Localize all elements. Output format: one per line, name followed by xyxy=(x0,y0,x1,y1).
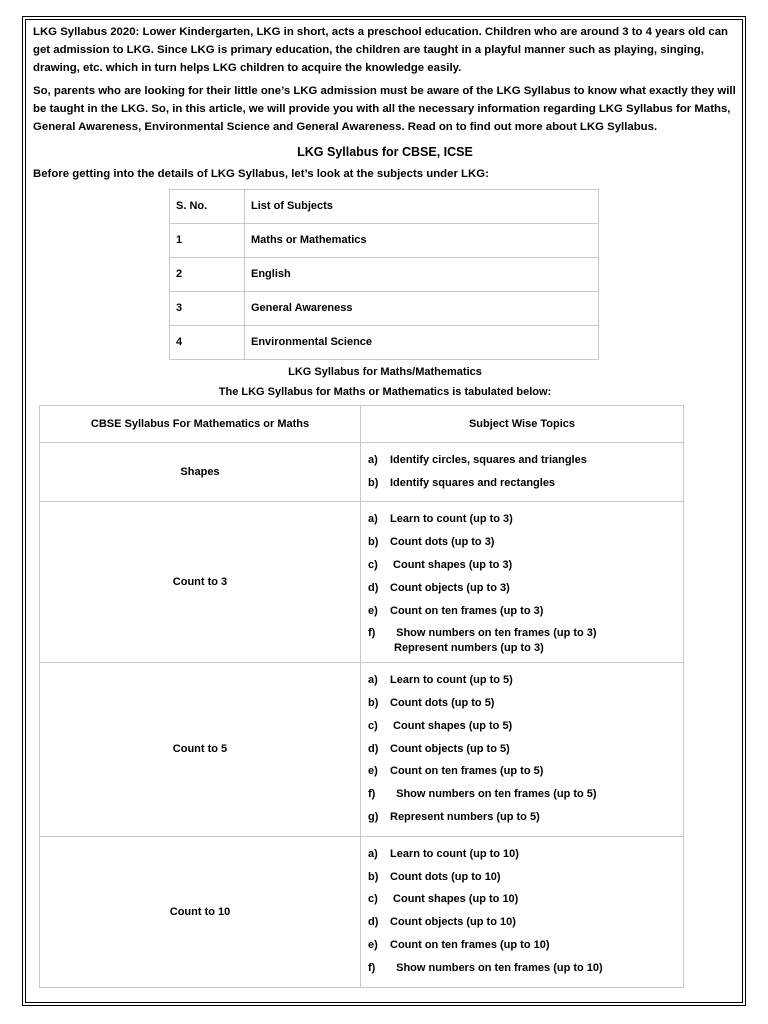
list-marker: b) xyxy=(368,870,379,883)
subjects-lead-text: Before getting into the details of LKG Syllabus, let’s look at the subjects under LKG: xyxy=(33,167,489,180)
table-cell-subject: English xyxy=(245,257,599,291)
table-cell-sno: 2 xyxy=(170,257,245,291)
list-item xyxy=(368,472,682,495)
maths-syllabus-table xyxy=(39,405,684,988)
list-marker: b) xyxy=(368,696,379,709)
list-marker: e) xyxy=(368,604,378,617)
list-item xyxy=(368,783,682,806)
list-item-text: Learn to count (up to 5) xyxy=(390,674,513,687)
topic-list xyxy=(362,838,682,986)
list-item-text: Identify squares and rectangles xyxy=(390,476,556,489)
intro-paragraph-1: LKG Syllabus 2020: Lower Kindergarten, LKG in short, acts a preschool education. Children who are around 3 to 4 years old can get admission to LKG. Since LKG is primary education, the children are taught in a playful manner such as playing, singing, drawing, etc. which in turn helps LKG children to acquire the knowledge easily. xyxy=(33,26,728,74)
list-marker: a) xyxy=(368,513,378,526)
table-row xyxy=(40,836,684,987)
topic-list xyxy=(362,503,682,661)
list-item xyxy=(368,843,682,866)
maths-header-row xyxy=(40,405,684,442)
list-item-text: Count on ten frames (up to 3) xyxy=(390,604,544,617)
table-row xyxy=(170,291,599,325)
column-header-subjects: List of Subjects xyxy=(245,189,599,223)
intro-paragraph-2: So, parents who are looking for their little one’s LKG admission must be aware of the LKG Syllabus to know what exactly they will be taught in the LKG. So, in this article, we will provide you with all the necessary information regarding LKG Syllabus for Maths, General Awareness, Environmental Science and General Awareness. Read on to find out more about LKG Syllabus. xyxy=(33,85,736,133)
list-item xyxy=(368,866,682,889)
list-marker: c) xyxy=(368,893,378,906)
table-cell-sno: 1 xyxy=(170,223,245,257)
list-item xyxy=(368,715,682,738)
list-item-text: Count dots (up to 3) xyxy=(390,536,495,549)
table-cell-subject: Environmental Science xyxy=(245,325,599,359)
list-item xyxy=(368,554,682,577)
list-item-text: Count shapes (up to 3) xyxy=(390,558,513,571)
list-item-text: Count shapes (up to 10) xyxy=(390,893,519,906)
list-marker: f) xyxy=(368,788,376,801)
maths-caption: LKG Syllabus for Maths/Mathematics xyxy=(288,365,482,378)
list-item xyxy=(368,692,682,715)
list-marker: e) xyxy=(368,938,378,951)
topic-list-cell xyxy=(361,663,684,837)
topic-category: Shapes xyxy=(40,442,361,502)
list-item xyxy=(368,911,682,934)
list-item xyxy=(368,957,682,980)
subjects-header-row xyxy=(170,189,599,223)
list-item-continuation: Represent numbers (up to 3) xyxy=(394,642,544,655)
list-item-text: Represent numbers (up to 5) xyxy=(390,810,540,823)
list-item xyxy=(368,508,682,531)
topic-category: Count to 5 xyxy=(40,663,361,837)
table-row xyxy=(170,325,599,359)
list-marker: e) xyxy=(368,765,378,778)
topic-list xyxy=(362,664,682,835)
column-header-topics: Subject Wise Topics xyxy=(361,405,684,442)
list-marker: f) xyxy=(368,961,376,974)
list-marker: b) xyxy=(368,476,379,489)
topic-category: Count to 10 xyxy=(40,836,361,987)
list-marker: c) xyxy=(368,719,378,732)
list-item xyxy=(368,622,682,655)
list-item-text: Learn to count (up to 3) xyxy=(390,513,513,526)
list-marker: d) xyxy=(368,581,379,594)
list-item-text: Count on ten frames (up to 5) xyxy=(390,765,544,778)
list-marker: a) xyxy=(368,453,378,466)
list-item-text: Count dots (up to 10) xyxy=(390,870,501,883)
maths-lead-text: The LKG Syllabus for Maths or Mathematics is tabulated below: xyxy=(218,385,552,398)
list-item xyxy=(368,888,682,911)
list-item-text: Count objects (up to 5) xyxy=(390,742,510,755)
table-row xyxy=(170,223,599,257)
list-item xyxy=(368,669,682,692)
list-item xyxy=(368,738,682,761)
subjects-table xyxy=(169,189,599,360)
list-item-text: Count objects (up to 3) xyxy=(390,581,510,594)
list-item xyxy=(368,449,682,472)
document-body xyxy=(33,24,737,988)
list-item-text: Count on ten frames (up to 10) xyxy=(390,938,550,951)
list-marker: f) xyxy=(368,627,376,640)
list-item-text: Count shapes (up to 5) xyxy=(390,719,513,732)
list-item-text: Identify circles, squares and triangles xyxy=(390,453,587,466)
table-cell-subject: Maths or Mathematics xyxy=(245,223,599,257)
list-marker: d) xyxy=(368,742,379,755)
list-item-text: Show numbers on ten frames (up to 3) xyxy=(390,627,597,640)
list-marker: a) xyxy=(368,847,378,860)
list-item-text: Show numbers on ten frames (up to 5) xyxy=(390,788,597,801)
topic-list-cell xyxy=(361,836,684,987)
table-row xyxy=(170,257,599,291)
table-cell-sno: 3 xyxy=(170,291,245,325)
topic-list-cell xyxy=(361,442,684,502)
table-cell-subject: General Awareness xyxy=(245,291,599,325)
list-item xyxy=(368,577,682,600)
list-item xyxy=(368,806,682,829)
column-header-cbse-syllabus: CBSE Syllabus For Mathematics or Maths xyxy=(40,405,361,442)
list-marker: c) xyxy=(368,558,378,571)
list-item-text: Count objects (up to 10) xyxy=(390,916,516,929)
table-cell-sno: 4 xyxy=(170,325,245,359)
list-item xyxy=(368,531,682,554)
list-marker: a) xyxy=(368,674,378,687)
list-marker: b) xyxy=(368,536,379,549)
topic-list-cell xyxy=(361,502,684,663)
topic-list xyxy=(362,444,682,501)
list-item-text: Show numbers on ten frames (up to 10) xyxy=(390,961,603,974)
table-row xyxy=(40,663,684,837)
list-marker: g) xyxy=(368,810,379,823)
table-row xyxy=(40,442,684,502)
section-heading: LKG Syllabus for CBSE, ICSE xyxy=(297,144,473,159)
list-marker: d) xyxy=(368,916,379,929)
table-row xyxy=(40,502,684,663)
column-header-sno: S. No. xyxy=(170,189,245,223)
list-item-text: Count dots (up to 5) xyxy=(390,696,495,709)
list-item xyxy=(368,934,682,957)
topic-category: Count to 3 xyxy=(40,502,361,663)
list-item xyxy=(368,760,682,783)
list-item xyxy=(368,600,682,623)
list-item-text: Learn to count (up to 10) xyxy=(390,847,519,860)
